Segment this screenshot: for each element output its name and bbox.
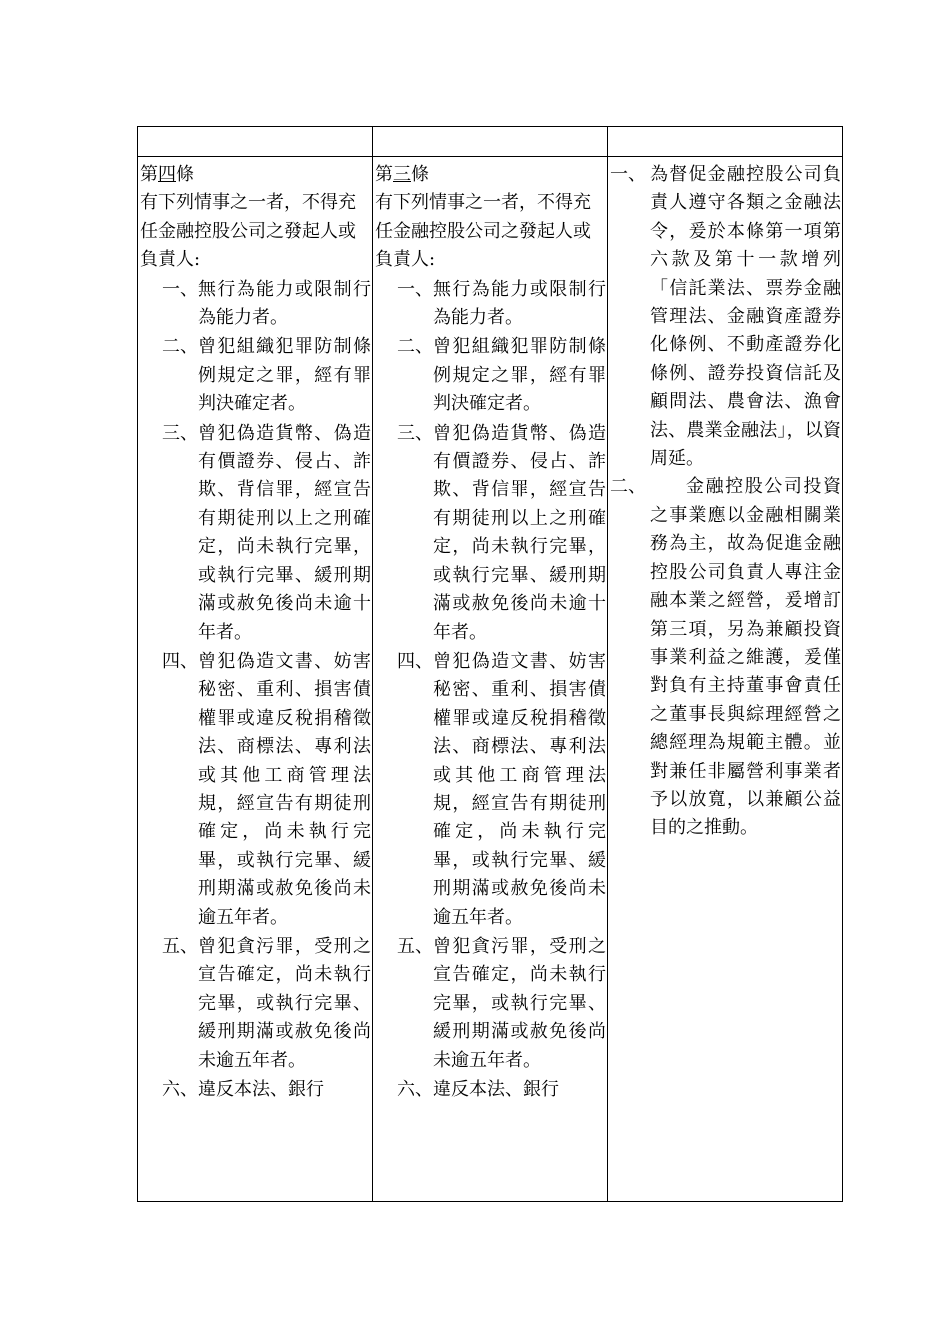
article-title: 第四條 xyxy=(140,164,194,185)
article-lead: 有下列情事之一者，不得充任金融控股公司之發起人或負責人: xyxy=(375,192,591,271)
article-number: 四 xyxy=(158,164,176,185)
header-cell-explanation xyxy=(608,127,843,157)
amended-article-cell xyxy=(138,157,373,1202)
list-item: 四、 曾犯偽造文書、妨害秘密、重利、損害債權罪或違反稅捐稽徵法、商標法、專利法或其他工商管理法規，經宣告有期徒刑確定，尚未執行完畢，或執行完畢、緩刑期滿或赦免後尚未逾五年者。 xyxy=(162,650,371,928)
list-item: 二、 曾犯組織犯罪防制條例規定之罪，經有罪判決確定者。 xyxy=(162,336,371,415)
article-number: 三 xyxy=(393,164,411,185)
explanation-item: 二、 金融控股公司投資之事業應以金融相關業務為主，故為促進金融控股公司負責人專注金融本業之經營，爰增訂第三項，另為兼顧投資事業利益之維護，爰僅對負有主持董事會責任之董事長與綜理經營之總經理為規範主體。並對兼任非屬營利事業者予以放寬，以兼顧公益目的之推動。 xyxy=(610,476,841,839)
list-item: 二、 曾犯組織犯罪防制條例規定之罪，經有罪判決確定者。 xyxy=(397,336,606,415)
article-heading xyxy=(140,161,371,275)
table-header-row xyxy=(138,127,843,157)
list-item: 五、 曾犯貪污罪，受刑之宣告確定，尚未執行完畢，或執行完畢、緩刑期滿或赦免後尚未逾五年者。 xyxy=(162,935,371,1071)
current-article-cell xyxy=(373,157,608,1202)
list-item: 六、 違反本法、銀行 xyxy=(162,1079,324,1100)
header-cell-amended xyxy=(138,127,373,157)
list-item: 一、 無行為能力或限制行為能力者。 xyxy=(397,278,606,329)
header-cell-current xyxy=(373,127,608,157)
list-item: 四、 曾犯偽造文書、妨害秘密、重利、損害債權罪或違反稅捐稽徵法、商標法、專利法或其他工商管理法規，經宣告有期徒刑確定，尚未執行完畢，或執行完畢、緩刑期滿或赦免後尚未逾五年者。 xyxy=(397,650,606,928)
list-item: 三、 曾犯偽造貨幣、偽造有價證券、侵占、詐欺、背信罪，經宣告有期徒刑以上之刑確定，尚未執行完畢，或執行完畢、緩刑期滿或赦免後尚未逾十年者。 xyxy=(397,422,606,643)
list-item: 五、 曾犯貪污罪，受刑之宣告確定，尚未執行完畢，或執行完畢、緩刑期滿或赦免後尚未逾五年者。 xyxy=(397,935,606,1071)
list-item: 一、 無行為能力或限制行為能力者。 xyxy=(162,278,371,329)
table-body-row xyxy=(138,157,843,1202)
comparison-table xyxy=(137,126,843,1202)
explanation-cell xyxy=(608,157,843,1202)
article-title: 第三條 xyxy=(375,164,429,185)
explanation-item: 一、 為督促金融控股公司負責人遵守各類之金融法令，爰於本條第一項第六款及第十一款增列「信託業法、票券金融管理法、金融資產證券化條例、不動產證券化條例、證券投資信託及顧問法、農會法、漁會法、農業金融法」，以資周延。 xyxy=(610,164,841,470)
list-item: 六、 違反本法、銀行 xyxy=(397,1079,559,1100)
article-heading xyxy=(375,161,606,275)
article-lead: 有下列情事之一者，不得充任金融控股公司之發起人或負責人: xyxy=(140,192,356,271)
list-item: 三、 曾犯偽造貨幣、偽造有價證券、侵占、詐欺、背信罪，經宣告有期徒刑以上之刑確定，尚未執行完畢，或執行完畢、緩刑期滿或赦免後尚未逾十年者。 xyxy=(162,422,371,643)
